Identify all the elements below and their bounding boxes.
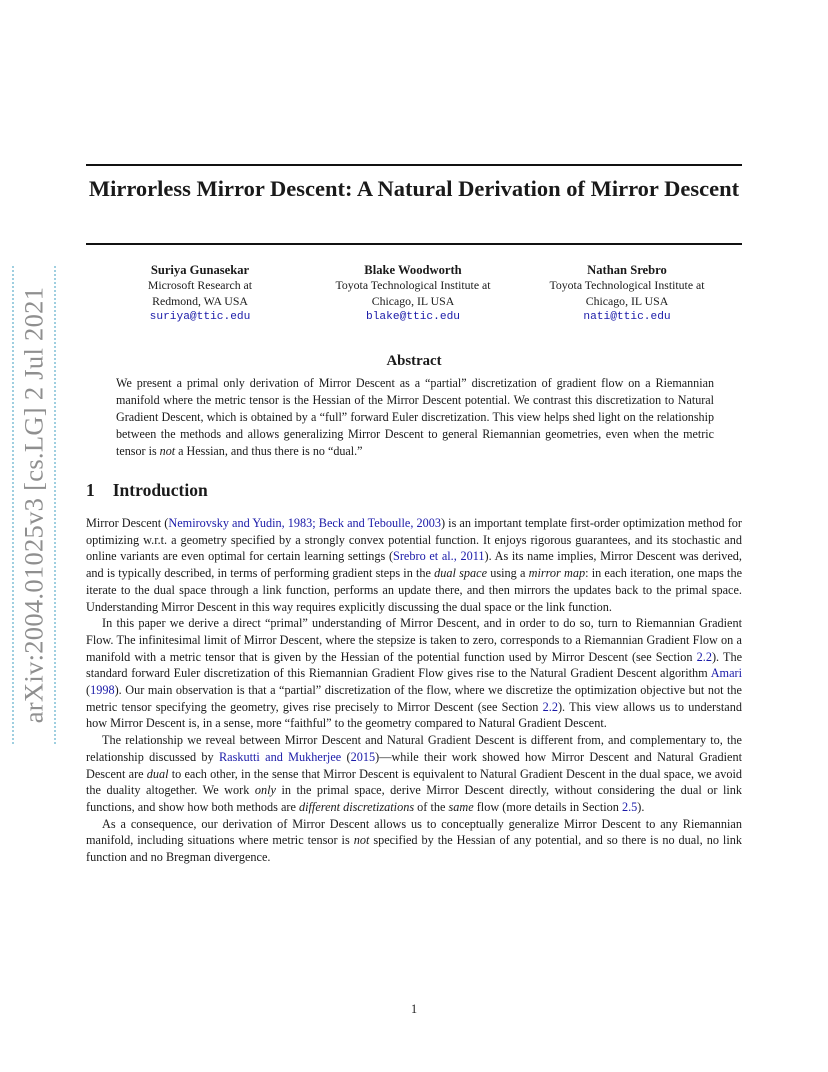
title-rule-bottom <box>86 243 742 245</box>
citation-link[interactable]: 1998 <box>90 683 115 698</box>
title-rule-top <box>86 164 742 166</box>
author-affiliation: Toyota Technological Institute at <box>549 278 705 293</box>
author-block-2 <box>313 263 513 326</box>
citation-link[interactable]: Amari <box>710 666 742 681</box>
section-link[interactable]: 2.2 <box>542 699 558 714</box>
section-link[interactable]: 2.5 <box>621 799 638 814</box>
abstract-text: We present a primal only derivation of Mirror Descent as a “partial” discretization of gradient flow on a Riemannian manifold where the metric tensor is the Hessian of the Mirror Descent potential. We contrast this discretization to Natural Gradient Descent, which is obtained by a “full” forward Euler discretization. This view helps shed light on the relationship between the methods and allows generalizing Mirror Descent to general Riemannian geometries, even when the metric tensor is not a Hessian, and thus there is no “dual.” <box>116 376 714 458</box>
section-number: 1 <box>86 480 95 500</box>
section-link[interactable]: 2.2 <box>696 649 712 664</box>
section-body <box>86 515 742 866</box>
author-block-3 <box>527 263 727 326</box>
author-name: Nathan Srebro <box>587 263 667 277</box>
paragraph: Mirror Descent (Nemirovsky and Yudin, 1983; Beck and Teboulle, 2003) is an important template first-order optimization method for optimizing w.r.t. a geometry specified by a strongly convex potential function. It enjoys rigorous guarantees, and its stochastic and online variants are even optimal for certain learning settings (Srebro et al., 2011). As its name implies, Mirror Descent was derived, and is typically described, in terms of performing gradient steps in the dual space using a mirror map: in each iteration, one maps the iterate to the dual space through a link function, performs an update there, and then mirrors the updates back to the primal space. Understanding Mirror Descent in this way requires explicitly discussing the dual space or the link function. <box>86 516 743 614</box>
author-name: Suriya Gunasekar <box>150 263 250 277</box>
paragraph: The relationship we reveal between Mirror Descent and Natural Gradient Descent is different from, and complementary to, the relationship discussed by Raskutti and Mukherjee (2015)—while their work showed how Mirror Descent and Natural Gradient Descent are dual to each other, in the sense that Mirror Descent is equivalent to Natural Gradient Descent in the dual space, we avoid the duality altogether. We work only in the primal space, derive Mirror Descent directly, without considering the dual or link functions, and show how both methods are different discretizations of the same flow (more details in Section 2.5). <box>86 733 742 814</box>
author-block-1 <box>100 263 300 326</box>
author-affiliation: Toyota Technological Institute at <box>335 278 491 293</box>
citation-link[interactable]: Srebro et al., 2011 <box>393 549 485 564</box>
author-location: Chicago, IL USA <box>585 293 669 308</box>
citation-link[interactable]: Nemirovsky and Yudin, 1983; Beck and Teboulle, 2003 <box>168 516 441 530</box>
author-location: Chicago, IL USA <box>371 293 455 308</box>
section-title: Introduction <box>112 480 208 500</box>
paragraph: In this paper we derive a direct “primal” understanding of Mirror Descent, and in order to do so, turn to Riemannian Gradient Flow. The infinitesimal limit of Mirror Descent, where the stepsize is taken to zero, corresponds to a Riemannian Gradient Flow on a manifold with a metric tensor that is given by the Hessian of the potential function used by Mirror Descent (see Section 2.2). The standard forward Euler discretization of this Riemannian Gradient Flow gives rise to the Natural Gradient Descent algorithm Amari (1998). Our main observation is that a “partial” discretization of the flow, where we discretize the optimization objective but not the metric tensor specifying the geometry, gives rise precisely to Mirror Descent (see Section 2.2). This view allows us to understand how Mirror Descent is, in a sense, more “faithful” to the geometry compared to Natural Gradient Descent. <box>86 616 743 731</box>
arxiv-identifier: arXiv:2004.01025v3 [cs.LG] 2 Jul 2021 <box>18 286 49 724</box>
citation-link[interactable]: 2015 <box>350 749 376 764</box>
author-location: Redmond, WA USA <box>152 293 248 308</box>
author-email[interactable]: suriya@ttic.edu <box>149 311 251 324</box>
paper-title: Mirrorless Mirror Descent: A Natural Derivation of Mirror Descent <box>88 176 740 201</box>
citation-link[interactable]: Raskutti and Mukherjee <box>218 749 342 764</box>
author-email[interactable]: nati@ttic.edu <box>583 311 671 324</box>
paragraph: As a consequence, our derivation of Mirror Descent allows us to conceptually generalize Mirror Descent to any Riemannian manifold, including situations where metric tensor is not specified by the Hessian of any potential, and so there is no dual, no link function and no Bregman divergence. <box>86 816 742 865</box>
author-email[interactable]: blake@ttic.edu <box>366 311 460 324</box>
section-heading <box>86 480 208 501</box>
page-number: 1 <box>410 1002 418 1016</box>
author-name: Blake Woodworth <box>364 263 462 277</box>
abstract-heading: Abstract <box>386 353 442 369</box>
author-affiliation: Microsoft Research at <box>147 278 253 293</box>
